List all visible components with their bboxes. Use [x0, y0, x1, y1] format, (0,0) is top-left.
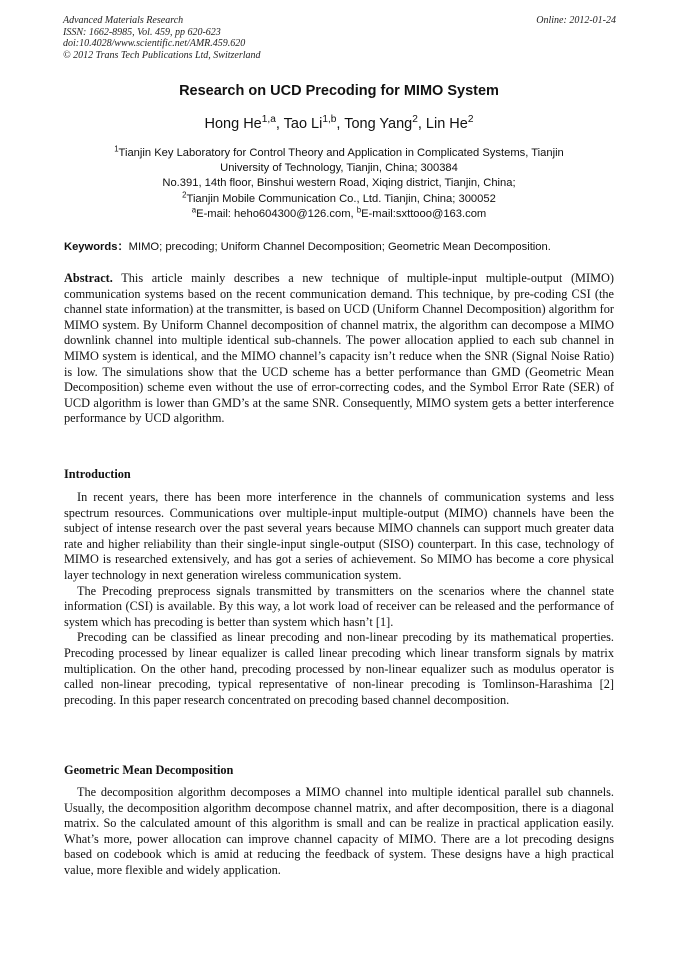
- author-list: Hong He$^{1,a}$, Tao Li$^{1,b}$, Tong Yang$^2$, Lin He$^2$: [204, 114, 474, 132]
- journal-doi: doi:10.4028/www.scientific.net/AMR.459.620: [63, 38, 246, 49]
- paragraph: Precoding can be classified as linear precoding and non-linear precoding by its mathematical properties. Precoding processed by linear equalizer is called linear precoding which linear transform signals by matrix multiplication. On the other hand, precoding processed by non-linear equalizer such as modulus operator is called non-linear precoding, typical representative of non-linear precoding is Tomlinson-Harashima [2] precoding. In this paper research concentrated on precoding based channel decomposition.: [64, 630, 614, 707]
- author-affiliation-mark: 2: [412, 114, 418, 126]
- keywords-label: Keywords：: [64, 241, 129, 253]
- author-affiliation-mark: 2: [467, 114, 474, 126]
- section-heading-gmd: Geometric Mean Decomposition: [64, 763, 234, 777]
- author-name: Tao Li: [283, 116, 323, 132]
- abstract: [64, 271, 614, 427]
- affiliation-line: University of Technology, Tianjin, China; 300384: [220, 162, 458, 175]
- online-date: Online: 2012-01-24: [536, 15, 616, 26]
- abstract-text: This article mainly describes a new technique of multiple-input multiple-output (MIMO) communication systems based on the recent communication demand. This technique, by pre-coding CSI (the channel state information) at the transmitter, is based on UCD (Uniform Channel Decomposition) algorithm for MIMO system. By Uniform Channel decomposition of channel matrix, the algorithm can decompose a MIMO downlink channel into multiple identical sub-channels. The power allocation applied to each sub channel in MIMO system is identical, and the MIMO channel’s capacity isn’t reduce when the SNR (Signal Noise Ratio) is low. The simulations show that the UCD scheme has a better performance than GMD (Geometric Mean Decomposition) scheme even without the use of error-correcting codes, and the Symbol Error Rate (SER) of UCD algorithm is lower than GMD’s at the same SNR. Consequently, MIMO system gets a better interference performance by UCD algorithm.: [64, 271, 614, 426]
- paragraph: The decomposition algorithm decomposes a MIMO channel into multiple identical parallel sub channels. Usually, the decomposition algorithm decompose channel matrix, and after decomposition, there is a diagonal matrix. So the calculated amount of this algorithm is small and can be realize in practical application easily. What’s more, power allocation can improve channel capacity of MIMO. There are a lot precoding designs based on codebook which is amid at reducing the feedback of system. These designs have a high practical value, more flexible and widely application.: [64, 785, 614, 877]
- author-name: Tong Yang: [344, 116, 413, 132]
- affiliation-line: No.391, 14th floor, Binshui western Road, Xiqing district, Tianjin, China;: [162, 177, 516, 190]
- gmd-body: [64, 785, 614, 879]
- affiliations: [0, 146, 678, 222]
- affiliation-line: $^1$Tianjin Key Laboratory for Control Theory and Application in Complicated Systems, Tianjin: [114, 144, 564, 159]
- email-line: $^a$E-mail: heho604300@126.com, $^b$E-mail:sxttooo@163.com: [191, 205, 487, 220]
- journal-header: [63, 15, 261, 61]
- section-heading-introduction: Introduction: [64, 467, 131, 481]
- introduction-body: [64, 490, 614, 708]
- paragraph: The Precoding preprocess signals transmitted by transmitters on the scenarios where the channel state information (CSI) is available. By this way, a lot work load of receiver can be released and the performance of system which has precoding is better than system which hasn’t [1].: [64, 583, 614, 629]
- author-name: Hong He: [204, 116, 262, 132]
- journal-copyright: © 2012 Trans Tech Publications Ltd, Switzerland: [63, 49, 261, 61]
- abstract-label: Abstract.: [64, 271, 113, 285]
- keywords: [64, 238, 624, 254]
- journal-name: Advanced Materials Research: [63, 15, 184, 26]
- author-name: Lin He: [425, 116, 468, 132]
- author-affiliation-mark: 1,b: [322, 114, 337, 126]
- affiliation-line: $^2$Tianjin Mobile Communication Co., Ltd. Tianjin, China; 300052: [182, 189, 496, 205]
- author-affiliation-mark: 1,a: [261, 114, 276, 126]
- paper-title: Research on UCD Precoding for MIMO System: [179, 83, 499, 99]
- keywords-text: MIMO; precoding; Uniform Channel Decomposition; Geometric Mean Decomposition.: [128, 241, 551, 253]
- journal-issn: ISSN: 1662-8985, Vol. 459, pp 620-623: [63, 26, 221, 38]
- paragraph: In recent years, there has been more interference in the channels of communication systems and less spectrum resources. Communications over multiple-input multiple-output (MIMO) channels have been the subject of intense research over the past several years because MIMO channels can support much greater data rate and higher reliability than their single-input single-output (SISO) counterpart. In this case, technology of MIMO is researched extensively, and has got a series of achievement. So MIMO has become a core physical layer technology in next generation wireless communication system.: [64, 490, 614, 582]
